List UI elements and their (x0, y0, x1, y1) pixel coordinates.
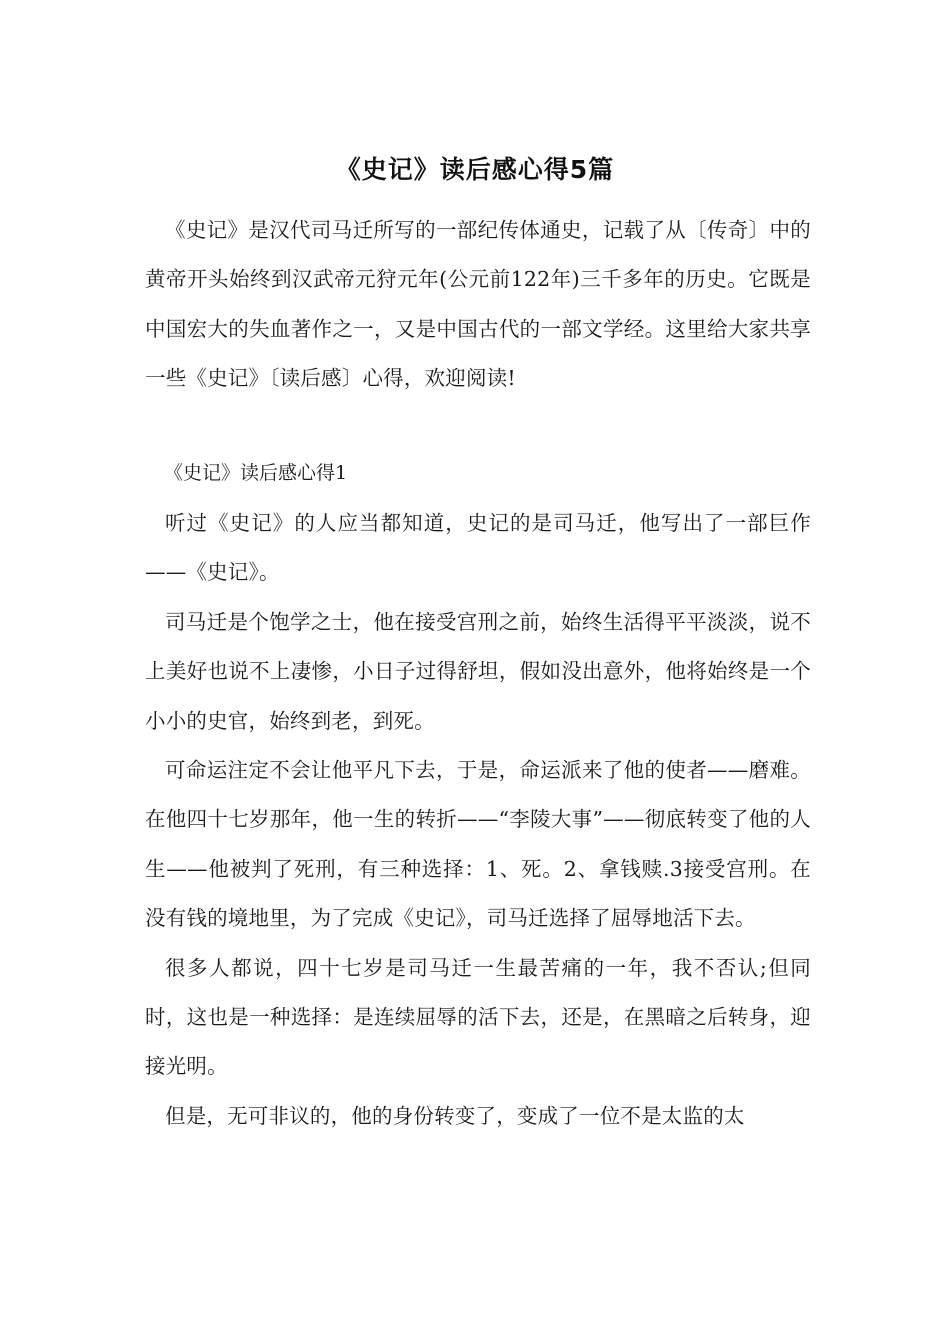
paragraph: 可命运注定不会让他平凡下去，于是，命运派来了他的使者——磨难。在他四十七岁那年，他一生的转折——“李陵大事”——彻底转变了他的人生——他被判了死刑，有三种选择：1、死。2、拿钱赎.3接受宫刑。在没有钱的境地里，为了完成《史记》，司马迁选择了屈辱地活下去。 (145, 758, 811, 931)
document-title: 《史记》读后感心得5篇 (335, 155, 615, 184)
paragraph: 很多人都说，四十七岁是司马迁一生最苦痛的一年，我不否认;但同时，这也是一种选择：是连续屈辱的活下去，还是，在黑暗之后转身，迎接光明。 (145, 955, 811, 1079)
paragraph: 司马迁是个饱学之士，他在接受宫刑之前，始终生活得平平淡淡，说不上美好也说不上凄惨，小日子过得舒坦，假如没出意外，他将始终是一个小小的史官，始终到老，到死。 (145, 609, 811, 733)
paragraph: 但是，无可非议的，他的身份转变了，变成了一位不是太监的太 (165, 1103, 745, 1128)
section-heading: 《史记》读后感心得1 (164, 462, 348, 484)
paragraph: 听过《史记》的人应当都知道，史记的是司马迁，他写出了一部巨作——《史记》。 (145, 511, 811, 585)
intro-paragraph: 《史记》是汉代司马迁所写的一部纪传体通史，记载了从〔传奇〕中的黄帝开头始终到汉武帝元狩元年(公元前122年)三千多年的历史。它既是中国宏大的失血著作之一，又是中国古代的一部文学经。这里给大家共享一些《史记》〔读后感〕心得，欢迎阅读! (145, 218, 811, 391)
article-body (145, 499, 811, 1141)
